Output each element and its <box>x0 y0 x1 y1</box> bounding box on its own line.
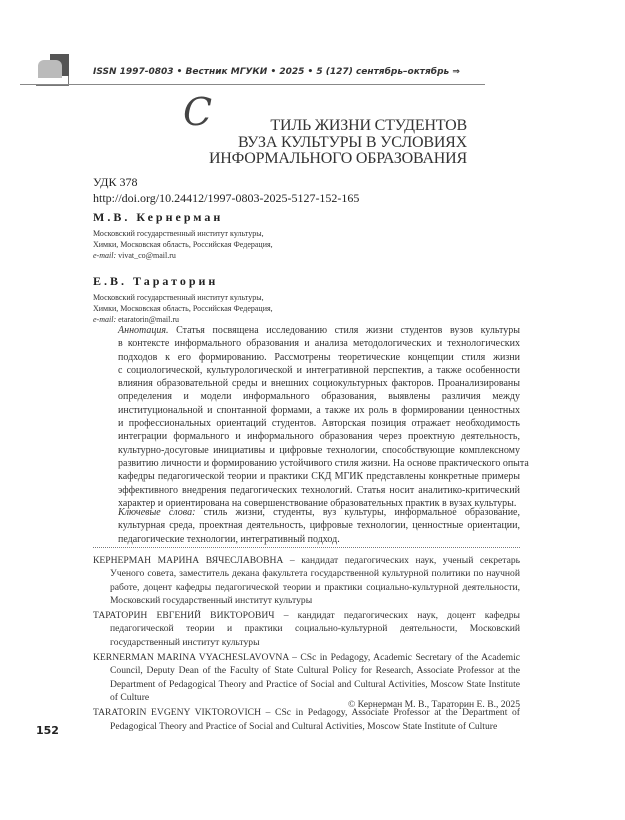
abstract-text: влияния образовательной среды и внешних социокультурных факторов. Проанализированы <box>118 378 520 390</box>
abstract-line <box>118 470 520 483</box>
article-title <box>182 90 467 168</box>
author-affiliation: Химки, Московская область, Российская Федерация, <box>93 240 273 249</box>
author-bio: TARATORIN EVGENY VIKTOROVICH – CSc in Pedagogy, Associate Professor at the Department of Pedagogical Theory and Practice of Social and Cultural Activities, Moscow State Institute of Culture <box>93 707 520 732</box>
abstract-text: институциональной и спонтанной формами, а также их роль в формировании ценностных <box>118 404 520 416</box>
abstract-text: кафедры педагогической теории и практики СКД МГИК представлены конкретные примеры <box>118 471 520 483</box>
abstract-text: Статья посвящена исследованию стиля жизни студентов вузов культуры <box>176 325 520 336</box>
title-line-3: ИНФОРМАЛЬНОГО ОБРАЗОВАНИЯ <box>208 150 467 167</box>
abstract-text: развитию личности и формированию устойчивого стиля жизни. На основе практического опыта <box>118 457 529 469</box>
abstract-text: эффективного внедрения педагогических технологий. Статья носит аналитико-критический <box>118 484 520 496</box>
abstract-text: подходов к его формированию. Рассмотрены теоретические концепции стиля жизни <box>118 351 520 363</box>
abstract-text: характер и ориентирована на совершенствование образовательных практик в вузах культуры. <box>118 497 517 509</box>
header-rule <box>20 84 485 85</box>
author-bio: ТАРАТОРИН ЕВГЕНИЙ ВИКТОРОВИЧ – кандидат педагогических наук, доцент кафедры педагогической теории и практики социально-культурной деятельности, Московский государственный институт культуры <box>93 610 520 648</box>
author-affiliation: Московский государственный институт культуры, <box>93 293 264 302</box>
abstract-line <box>118 484 520 497</box>
title-dropcap: С <box>182 90 212 134</box>
running-header: ISSN 1997-0803 • Вестник МГУКИ • 2025 • 5 (127) сентябрь–октябрь ⇒ <box>93 67 460 77</box>
journal-logo-icon <box>36 54 72 88</box>
abstract-line <box>118 351 520 364</box>
abstract-text: интеграции формального и информального образования через проектную деятельность, <box>118 431 520 443</box>
abstract-line <box>118 337 520 350</box>
abstract-line <box>118 417 520 430</box>
abstract-text: культурно-досуговые инициативы и цифровые технологии, способствующие комплексному <box>118 444 520 456</box>
author-email[interactable]: etaratorin@mail.ru <box>118 315 180 324</box>
author-name: Е.В. Тараторин <box>93 274 219 288</box>
abstract-text: определения и модели информального образования, выявлены различия между <box>118 391 520 403</box>
copyright: © Кернерман М. В., Тараторин Е. В., 2025 <box>348 699 520 710</box>
author-affiliation: Химки, Московская область, Российская Федерация, <box>93 304 273 313</box>
abstract-line <box>118 324 520 337</box>
abstract-text: с социологической, культурологической и интегративной перспектив, а также особенности <box>118 364 520 376</box>
abstract <box>118 324 529 510</box>
author-bio: КЕРНЕРМАН МАРИНА ВЯЧЕСЛАВОВНА – кандидат педагогических наук, ученый секретарь Ученого совета, заместитель декана факультета государственной культурной политики по научной работе, доцент кафедры педагогической теории и практики социально-культурной деятельности, Московский государственный институт культуры <box>93 555 520 606</box>
abstract-line <box>118 430 520 443</box>
keywords <box>118 506 520 546</box>
article-meta <box>93 174 359 325</box>
abstract-text: и профессиональных ориентаций студентов. Авторская позиция отражает необходимость <box>118 418 520 430</box>
author-name: М.В. Кернерман <box>93 210 224 224</box>
abstract-line <box>118 457 529 470</box>
author-affiliation: Московский государственный институт культуры, <box>93 229 264 238</box>
abstract-text: в контексте информального образования и анализа методологических и технологических <box>118 338 520 350</box>
keywords-text: стиль жизни, студенты, вуз культуры, информальное образование, культурная среда, проектная деятельность, цифровые технологии, ценностные ориентации, педагогические технологии, интегративный подход. <box>118 507 520 545</box>
author-email[interactable]: vivat_co@mail.ru <box>118 251 176 260</box>
doi-link[interactable]: http://doi.org/10.24412/1997-0803-2025-5127-152-165 <box>93 191 360 205</box>
udk: УДК 378 <box>93 175 138 189</box>
abstract-line <box>118 390 520 403</box>
page-number: 152 <box>36 724 59 737</box>
title-line-2: ВУЗА КУЛЬТУРЫ В УСЛОВИЯХ <box>237 133 467 151</box>
abstract-line <box>118 404 520 417</box>
abstract-line <box>118 444 520 457</box>
abstract-label: Аннотация. <box>118 325 169 336</box>
author-bio: KERNERMAN MARINA VYACHESLAVOVNA – CSc in Pedagogy, Academic Secretary of the Academic Council, Deputy Dean of the Faculty of State Cultural Policy for Research, Associate Professor at the Department of Pedagogical Theory and Practice of Social and Cultural Activities, Moscow State Institute of Culture <box>93 652 520 703</box>
section-divider <box>93 547 520 548</box>
keywords-label: Ключевые слова: <box>118 507 196 518</box>
abstract-line <box>118 377 520 390</box>
title-line-1: ТИЛЬ ЖИЗНИ СТУДЕНТОВ <box>270 117 467 134</box>
email-label: e-mail: <box>93 315 117 324</box>
abstract-line <box>118 364 520 377</box>
email-label: e-mail: <box>93 251 117 260</box>
